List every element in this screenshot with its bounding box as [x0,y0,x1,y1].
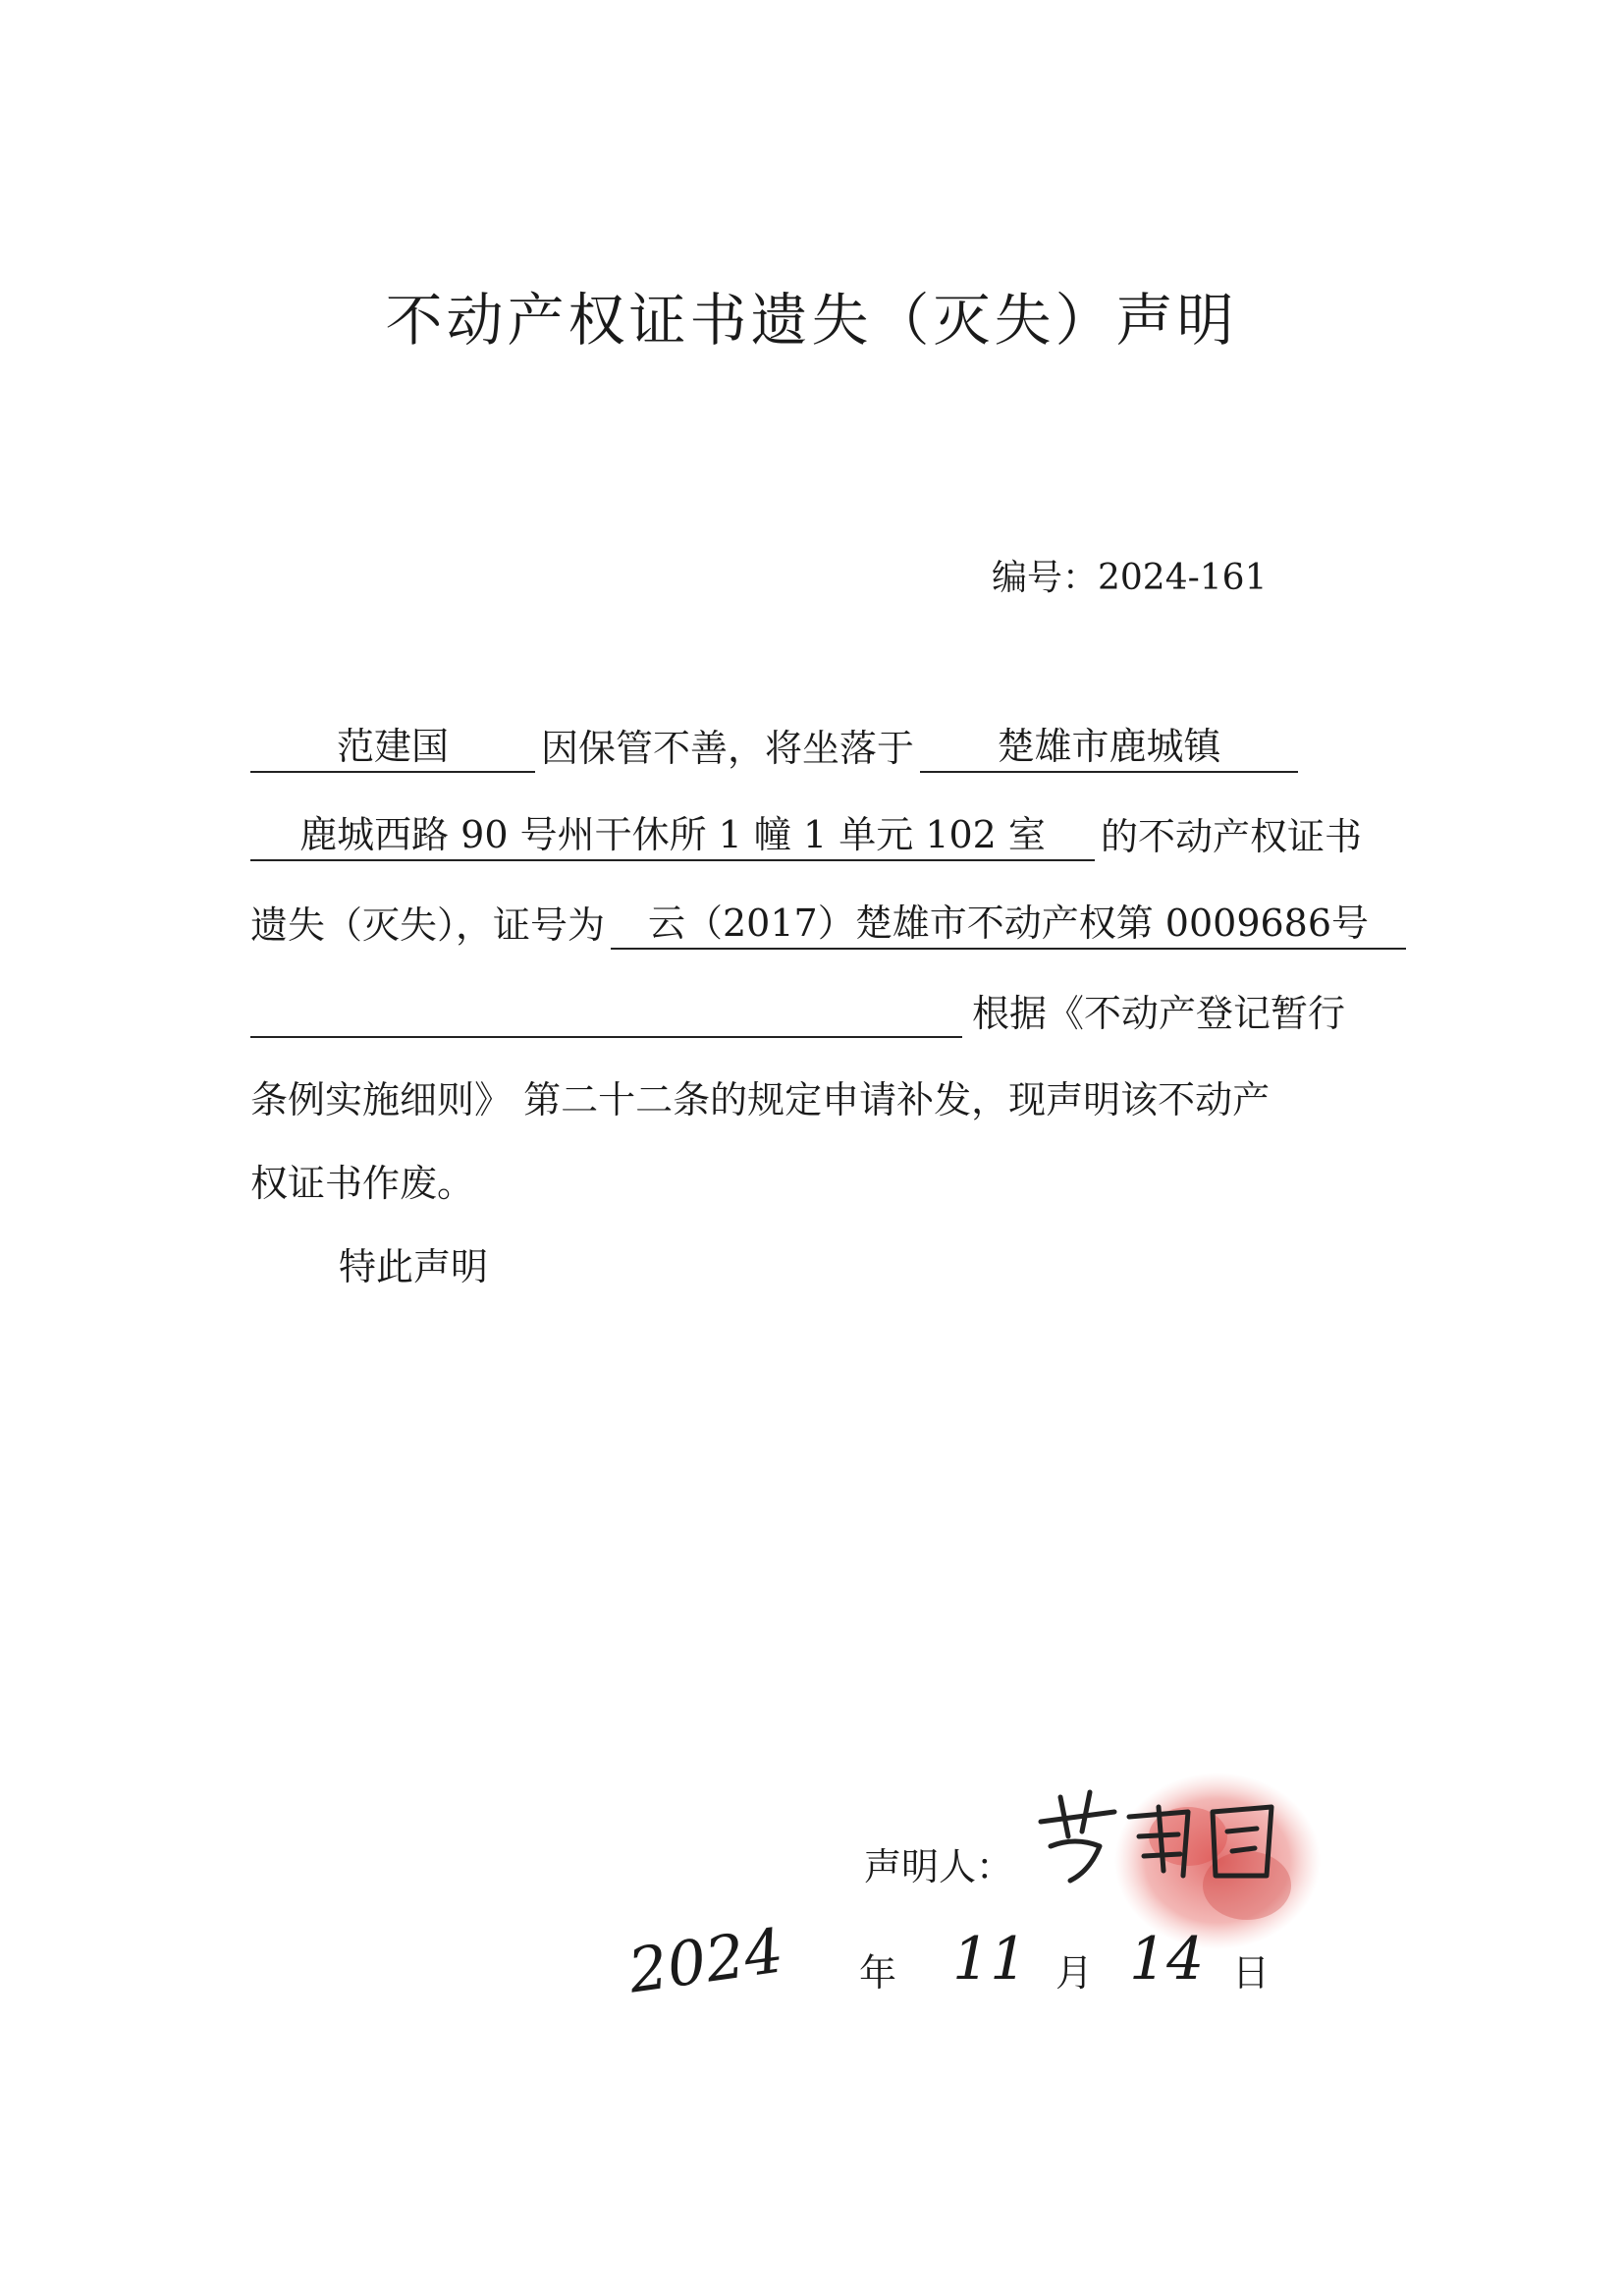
body-line-4 [250,987,1345,1036]
body-text-1: 因保管不善，将坐落于 [541,727,915,770]
declarant-label: 声明人： [864,1845,1014,1888]
date-year: 2024 [623,1914,788,2007]
declarant-name-field: 范建国 [250,722,535,773]
body-line-3 [250,899,1406,948]
date-day-unit: 日 [1232,1951,1271,1995]
date-month: 11 [952,1925,1028,1994]
body-line-5 [250,1075,1270,1124]
body-text-5: 条例实施细则》 第二十二条的规定申请补发，现声明该不动产 [250,1078,1271,1121]
closing-text: 特此声明 [339,1245,489,1288]
body-text-2: 的不动产权证书 [1101,815,1363,858]
date-month-unit: 月 [1055,1951,1094,1995]
date-day: 14 [1129,1925,1205,1994]
body-line-6 [250,1159,474,1208]
handwritten-signature [1021,1777,1316,1895]
date-year-unit: 年 [859,1951,897,1995]
location-field-1: 楚雄市鹿城镇 [920,722,1298,773]
certificate-number-field: 云（2017）楚雄市不动产权第 0009686号 [611,899,1406,950]
blank-field [250,987,962,1038]
body-text-4: 根据《不动产登记暂行 [972,992,1346,1035]
body-line-2 [250,810,1362,859]
body-text-6: 权证书作废。 [250,1162,475,1205]
body-text-3: 遗失（灭失），证号为 [250,903,606,947]
body-line-1 [250,722,1298,771]
document-title: 不动产权证书遗失（灭失）声明 [385,286,1238,354]
closing-line [339,1242,488,1291]
location-field-2: 鹿城西路 90 号州干休所 1 幢 1 单元 102 室 [250,810,1095,861]
document-number: 编号：2024-161 [992,558,1268,598]
